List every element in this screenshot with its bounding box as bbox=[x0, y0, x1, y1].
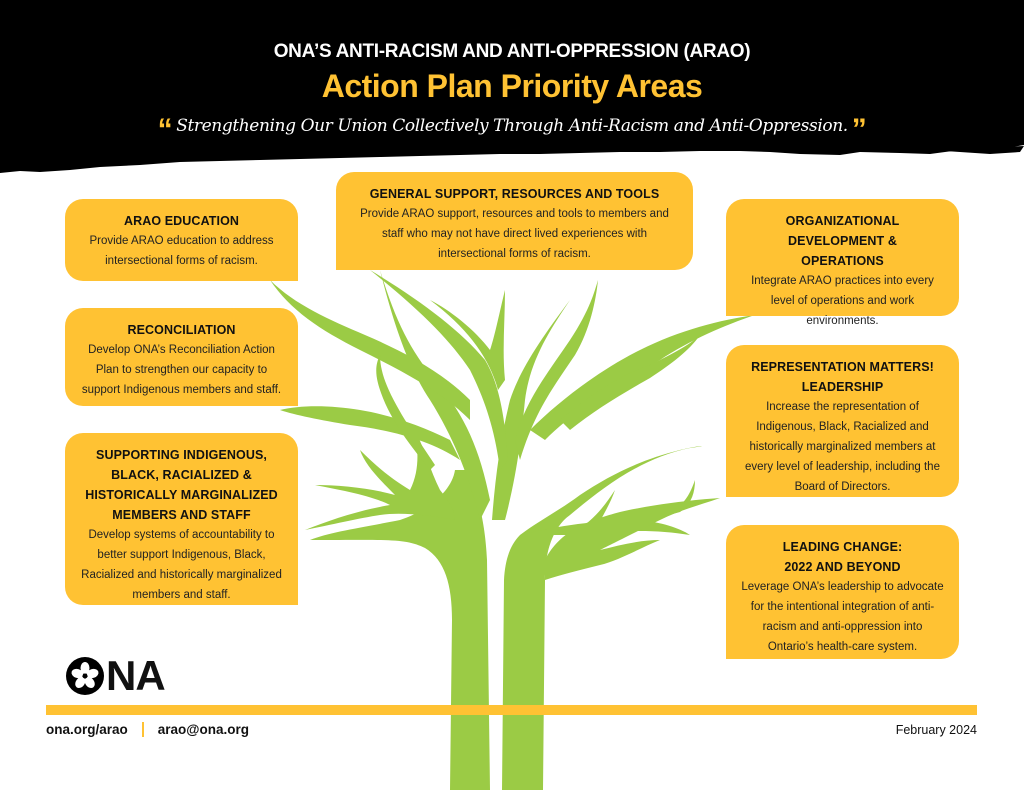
priority-description: Increase the representation of Indigenous, Black, Racialized and historically marginalized members at every level of leadership, including the Board of Directors. bbox=[745, 401, 940, 493]
website-link[interactable]: ona.org/arao bbox=[46, 722, 128, 737]
ona-logo bbox=[66, 652, 165, 699]
priority-title: SUPPORTING INDIGENOUS, BLACK, RACIALIZED & HISTORICALLY MARGINALIZED MEMBERS AND STAFF bbox=[85, 448, 278, 522]
flower-icon bbox=[66, 657, 104, 695]
priority-card-supporting-indigenous bbox=[65, 433, 298, 605]
priority-title: ORGANIZATIONAL DEVELOPMENT & OPERATIONS bbox=[785, 214, 900, 268]
priority-card-general-support bbox=[336, 172, 693, 270]
open-quote-icon: “ bbox=[157, 113, 173, 146]
priority-description: Develop systems of accountability to better support Indigenous, Black, Racialized and historically marginalized members and staff. bbox=[81, 529, 282, 601]
priority-title: REPRESENTATION MATTERS! LEADERSHIP bbox=[751, 360, 934, 394]
priority-card-arao-education bbox=[65, 199, 298, 281]
logo-wordmark: NA bbox=[106, 652, 165, 699]
priority-card-organizational-development bbox=[726, 199, 959, 327]
link-separator bbox=[142, 722, 144, 737]
priority-card-reconciliation bbox=[65, 308, 298, 406]
publication-date: February 2024 bbox=[895, 723, 977, 737]
priority-description: Leverage ONA’s leadership to advocate for the intentional integration of anti-racism and anti-oppression into Ontario’s health-care system. bbox=[741, 581, 944, 653]
close-quote-icon: ” bbox=[851, 113, 867, 146]
priority-title: LEADING CHANGE: 2022 AND BEYOND bbox=[782, 540, 903, 574]
footer-divider bbox=[46, 705, 977, 715]
priority-title: ARAO EDUCATION bbox=[123, 214, 240, 228]
priority-title: GENERAL SUPPORT, RESOURCES AND TOOLS bbox=[369, 187, 660, 201]
priority-description: Provide ARAO support, resources and tools to members and staff who may not have direct lived experiences with intersectional forms of racism. bbox=[360, 208, 669, 260]
footer-contact bbox=[46, 722, 249, 737]
priority-description: Develop ONA’s Reconciliation Action Plan to strengthen our capacity to support Indigenous members and staff. bbox=[81, 344, 282, 396]
priority-card-representation-matters bbox=[726, 345, 959, 497]
priority-card-leading-change bbox=[726, 525, 959, 659]
page-title: Action Plan Priority Areas bbox=[321, 68, 703, 104]
priority-description: Integrate ARAO practices into every level of operations and work environments. bbox=[751, 275, 934, 327]
priority-description: Provide ARAO education to address intersectional forms of racism. bbox=[89, 235, 274, 267]
header-kicker: ONA’S ANTI-RACISM AND ANTI-OPPRESSION (ARAO) bbox=[273, 41, 751, 62]
priority-title: RECONCILIATION bbox=[127, 323, 236, 337]
email-link[interactable]: arao@ona.org bbox=[157, 722, 249, 737]
tagline-text: Strengthening Our Union Collectively Through Anti-Racism and Anti-Oppression. bbox=[176, 116, 848, 136]
